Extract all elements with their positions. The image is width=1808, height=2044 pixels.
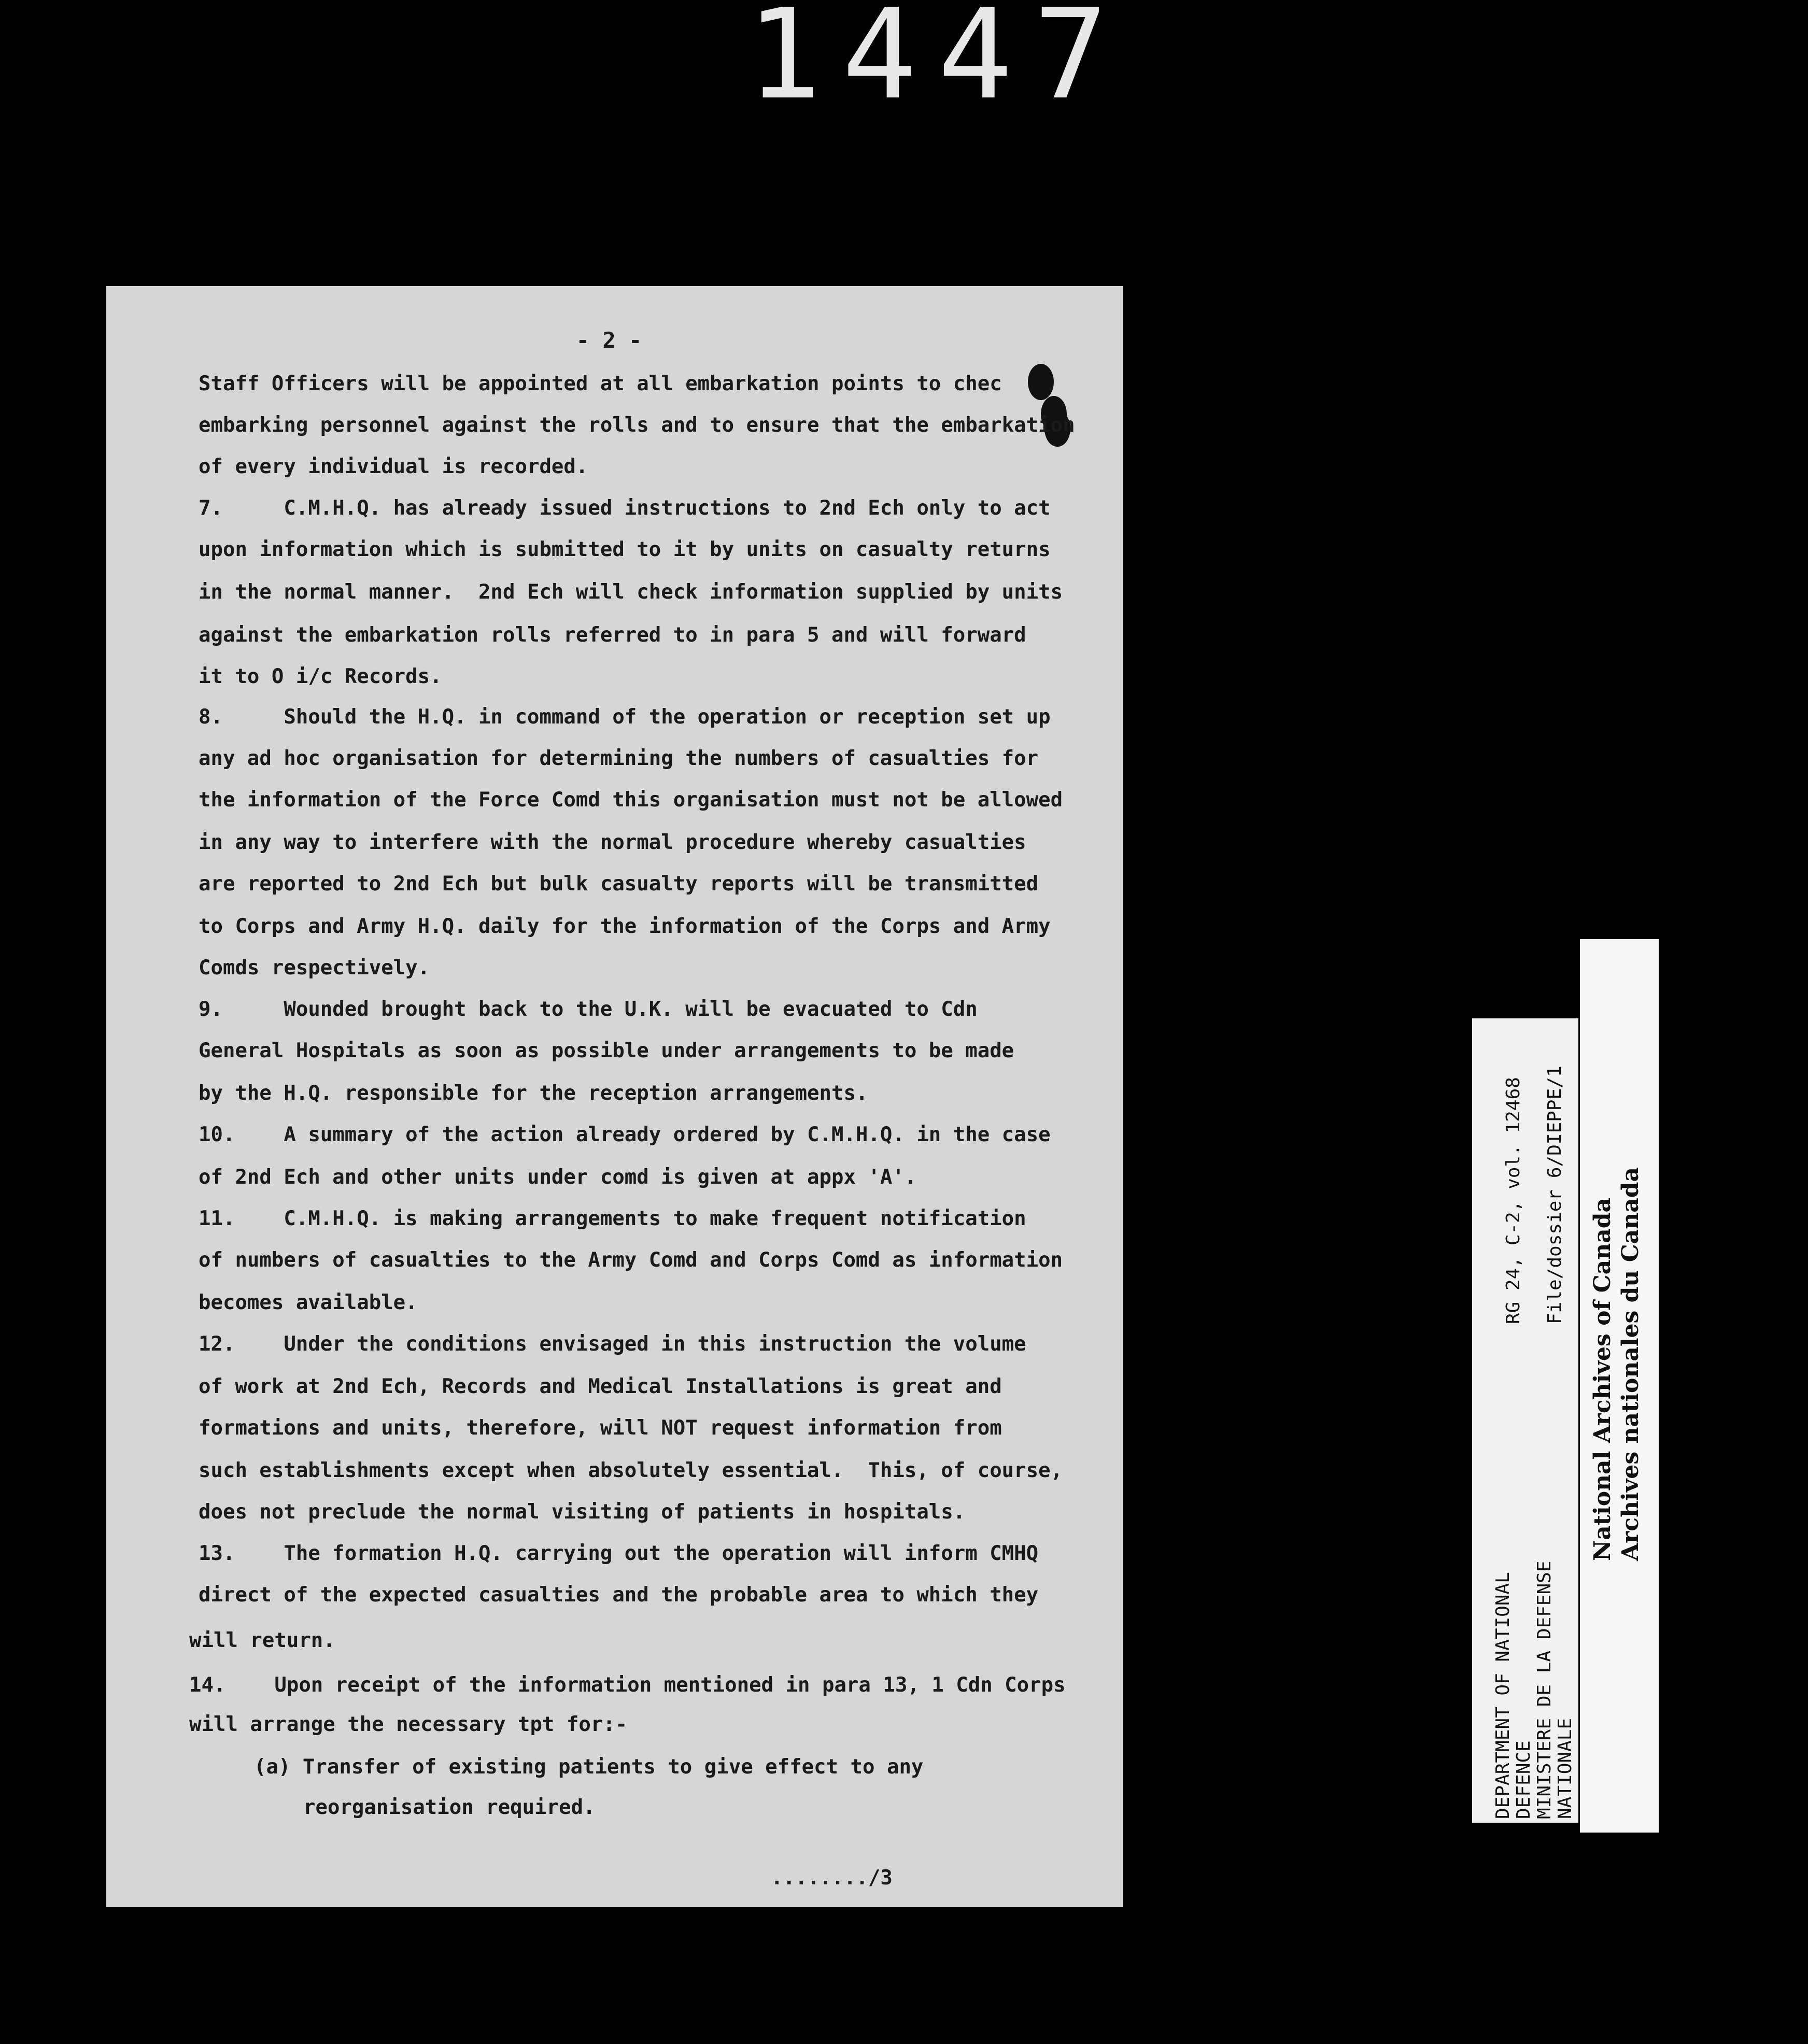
file-number: File/dossier 6/DIEPPE/1 [1544, 1066, 1565, 1324]
text-line: 7. C.M.H.Q. has already issued instructions to 2nd Ech only to act [199, 496, 1051, 520]
continuation-marker: ......../3 [771, 1866, 893, 1890]
text-line: 11. C.M.H.Q. is making arrangements to make frequent notification [199, 1207, 1026, 1230]
text-line: 8. Should the H.Q. in command of the operation or reception set up [199, 705, 1051, 729]
text-line: will arrange the necessary tpt for:- [189, 1713, 628, 1736]
archive-reference-label [1472, 1018, 1578, 1823]
dept-fr-line-2: NATIONALE [1555, 1717, 1576, 1819]
hole-punch [1028, 364, 1054, 400]
text-line: Comds respectively. [199, 956, 430, 980]
text-line: it to O i/c Records. [199, 665, 442, 688]
text-line: becomes available. [199, 1291, 418, 1314]
frame-number: 1447 [746, 0, 1129, 127]
text-line: direct of the expected casualties and the probable area to which they [199, 1583, 1039, 1607]
text-line: of 2nd Ech and other units under comd is given at appx 'A'. [199, 1166, 917, 1189]
reference-number: RG 24, C-2, vol. 12468 [1503, 1077, 1524, 1324]
text-line: such establishments except when absolutely essential. This, of course, [199, 1459, 1063, 1482]
text-line: 12. Under the conditions envisaged in this instruction the volume [199, 1332, 1026, 1356]
dept-fr-line-1: MINISTERE DE LA DEFENSE [1534, 1560, 1555, 1819]
document-page [106, 286, 1123, 1907]
text-line: 14. Upon receipt of the information mentioned in para 13, 1 Cdn Corps [189, 1673, 1066, 1697]
text-line: to Corps and Army H.Q. daily for the information of the Corps and Army [199, 915, 1051, 938]
national-archives-label [1580, 939, 1659, 1833]
text-line: will return. [189, 1629, 335, 1652]
text-line: formations and units, therefore, will NOT request information from [199, 1416, 1002, 1440]
text-line: upon information which is submitted to it by units on casualty returns [199, 538, 1051, 561]
text-line: 9. Wounded brought back to the U.K. will be evacuated to Cdn [199, 998, 978, 1021]
page-number: - 2 - [576, 328, 642, 353]
text-line: any ad hoc organisation for determining the numbers of casualties for [199, 747, 1039, 770]
text-line: in the normal manner. 2nd Ech will check information supplied by units [199, 580, 1063, 604]
text-line: General Hospitals as soon as possible under arrangements to be made [199, 1039, 1014, 1062]
text-line: Staff Officers will be appointed at all embarkation points to chec [199, 372, 1002, 395]
text-line: (a) Transfer of existing patients to give effect to any [254, 1755, 924, 1779]
text-line: embarking personnel against the rolls and to ensure that the embarkation [199, 414, 1075, 437]
text-line: of every individual is recorded. [199, 455, 588, 478]
text-line: against the embarkation rolls referred to in para 5 and will forward [199, 623, 1026, 647]
text-line: by the H.Q. responsible for the reception arrangements. [199, 1082, 868, 1105]
archives-en: National Archives of Canada [1589, 1197, 1616, 1561]
text-line: does not preclude the normal visiting of patients in hospitals. [199, 1500, 966, 1524]
dept-en-line-2: DEFENCE [1513, 1740, 1534, 1819]
text-line: of numbers of casualties to the Army Comd and Corps Comd as information [199, 1248, 1063, 1272]
archives-fr: Archives nationales du Canada [1617, 1167, 1644, 1561]
text-line: reorganisation required. [303, 1796, 596, 1819]
text-line: of work at 2nd Ech, Records and Medical Installations is great and [199, 1375, 1002, 1398]
dept-en-line-1: DEPARTMENT OF NATIONAL [1492, 1572, 1514, 1819]
text-line: in any way to interfere with the normal procedure whereby casualties [199, 831, 1026, 854]
text-line: 13. The formation H.Q. carrying out the operation will inform CMHQ [199, 1542, 1039, 1565]
text-line: the information of the Force Comd this organisation must not be allowed [199, 788, 1063, 812]
text-line: are reported to 2nd Ech but bulk casualty reports will be transmitted [199, 872, 1039, 896]
text-line: 10. A summary of the action already ordered by C.M.H.Q. in the case [199, 1123, 1051, 1146]
